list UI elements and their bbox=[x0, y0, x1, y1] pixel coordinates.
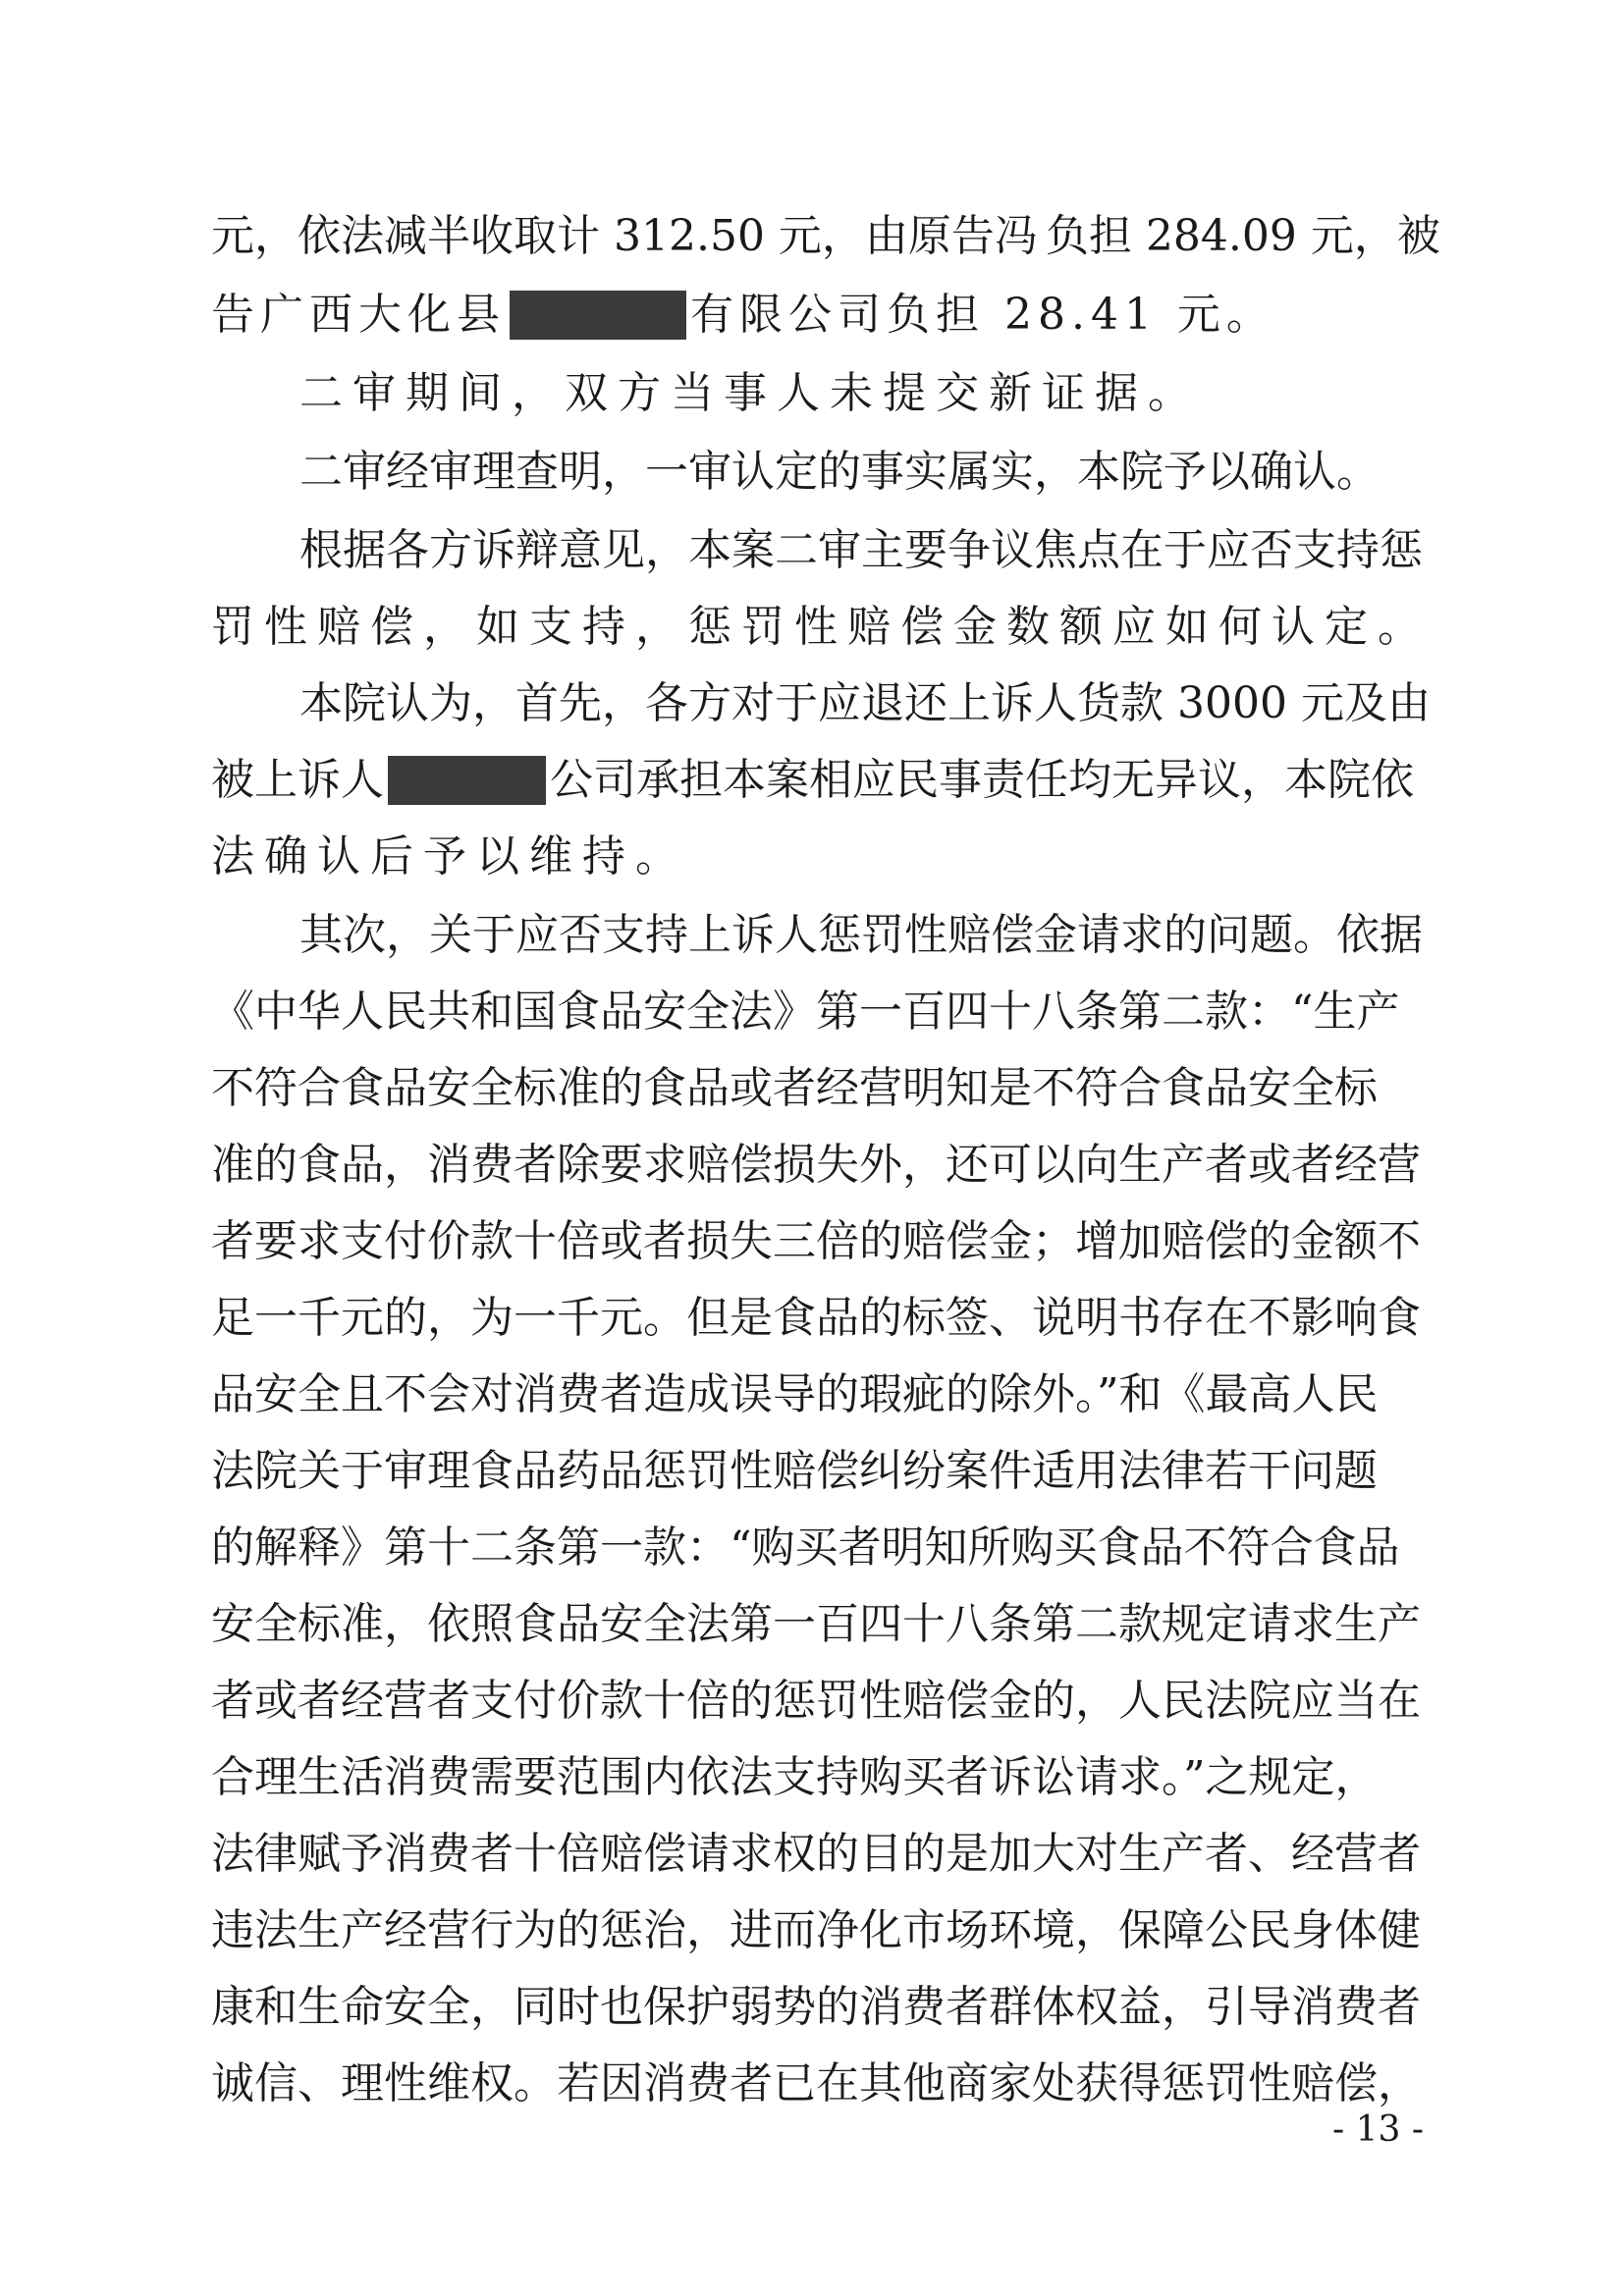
text-line-25 bbox=[211, 2054, 1421, 2114]
text-segment: 负担 284.09 元，被 bbox=[1045, 211, 1440, 261]
text-segment: 法院关于审理食品药品惩罚性赔偿纠纷案件适用法律若干问题 bbox=[211, 1446, 1378, 1496]
text-segment: 准的食品，消费者除要求赔偿损失外，还可以向生产者或者经营 bbox=[211, 1140, 1421, 1190]
page-number: - 13 - bbox=[1331, 2109, 1424, 2150]
text-segment: 的解释》第十二条第一款：“购买者明知所购买食品不符合食品 bbox=[211, 1522, 1400, 1573]
text-line-12 bbox=[211, 1058, 1414, 1119]
text-line-6 bbox=[211, 597, 1431, 658]
text-segment: 品安全且不会对消费者造成误导的瑕疵的除外。”和《最高人民 bbox=[211, 1369, 1379, 1419]
text-segment: 安全标准，依照食品安全法第一百四十八条第二款规定请求生产 bbox=[211, 1599, 1421, 1649]
text-line-16 bbox=[211, 1364, 1414, 1425]
text-segment: 根据各方诉辩意见，本案二审主要争议焦点在于应否支持惩 bbox=[299, 525, 1423, 575]
text-segment: 二审期间，双方当事人未提交新证据。 bbox=[299, 368, 1201, 418]
text-line-17 bbox=[211, 1441, 1414, 1502]
text-segment: 违法生产经营行为的惩治，进而净化市场环境，保障公民身体健 bbox=[211, 1905, 1421, 1955]
text-segment: 其次，关于应否支持上诉人惩罚性赔偿金请求的问题。依据 bbox=[299, 910, 1423, 960]
text-segment: 公司承担本案相应民事责任均无异议，本院依 bbox=[550, 755, 1414, 805]
text-segment: 本院认为，首先，各方对于应退还上诉人货款 3000 元及由 bbox=[299, 678, 1431, 728]
text-segment: 罚性赔偿，如支持，惩罚性赔偿金数额应如何认定。 bbox=[211, 602, 1431, 652]
text-line-18 bbox=[211, 1518, 1414, 1578]
text-line-2 bbox=[211, 285, 1414, 346]
text-line-23 bbox=[211, 1900, 1421, 1961]
text-segment: 元，依法减半收取计 312.50 元，由原告冯 bbox=[211, 211, 1038, 261]
text-line-4 bbox=[299, 442, 1414, 503]
text-line-7 bbox=[299, 673, 1431, 734]
text-segment: 告广西大化县 bbox=[211, 290, 506, 340]
text-line-1 bbox=[211, 206, 1440, 267]
text-line-8 bbox=[211, 750, 1414, 811]
text-line-21 bbox=[211, 1747, 1414, 1808]
text-line-9 bbox=[211, 827, 1414, 887]
text-line-14 bbox=[211, 1211, 1421, 1272]
text-segment: 者要求支付价款十倍或者损失三倍的赔偿金；增加赔偿的金额不 bbox=[211, 1216, 1421, 1266]
text-segment: 被上诉人 bbox=[211, 755, 384, 805]
redaction-block bbox=[510, 291, 686, 340]
text-line-22 bbox=[211, 1824, 1421, 1885]
text-segment: 不符合食品安全标准的食品或者经营明知是不符合食品安全标 bbox=[211, 1063, 1378, 1113]
text-segment: 合理生活消费需要范围内依法支持购买者诉讼请求。”之规定， bbox=[211, 1752, 1379, 1802]
text-segment: 《中华人民共和国食品安全法》第一百四十八条第二款：“生产 bbox=[211, 987, 1400, 1037]
text-line-15 bbox=[211, 1288, 1421, 1349]
text-segment: 诚信、理性维权。若因消费者已在其他商家处获得惩罚性赔偿， bbox=[211, 2058, 1421, 2109]
text-segment: 二审经审理查明，一审认定的事实属实，本院予以确认。 bbox=[299, 447, 1380, 497]
text-line-10 bbox=[299, 905, 1423, 966]
text-line-3 bbox=[299, 363, 1414, 424]
text-segment: 足一千元的，为一千元。但是食品的标签、说明书存在不影响食 bbox=[211, 1293, 1421, 1343]
text-line-5 bbox=[299, 520, 1423, 581]
text-line-11 bbox=[211, 982, 1414, 1042]
text-segment: 法确认后予以维持。 bbox=[211, 831, 688, 881]
redaction-block bbox=[388, 756, 546, 805]
text-segment: 有限公司负担 28.41 元。 bbox=[690, 290, 1275, 340]
text-segment: 者或者经营者支付价款十倍的惩罚性赔偿金的，人民法院应当在 bbox=[211, 1676, 1421, 1726]
text-segment: 法律赋予消费者十倍赔偿请求权的目的是加大对生产者、经营者 bbox=[211, 1829, 1421, 1879]
text-line-20 bbox=[211, 1671, 1421, 1732]
text-line-24 bbox=[211, 1977, 1421, 2038]
text-line-19 bbox=[211, 1594, 1421, 1655]
text-segment: 康和生命安全，同时也保护弱势的消费者群体权益，引导消费者 bbox=[211, 1982, 1421, 2032]
text-line-13 bbox=[211, 1135, 1421, 1196]
